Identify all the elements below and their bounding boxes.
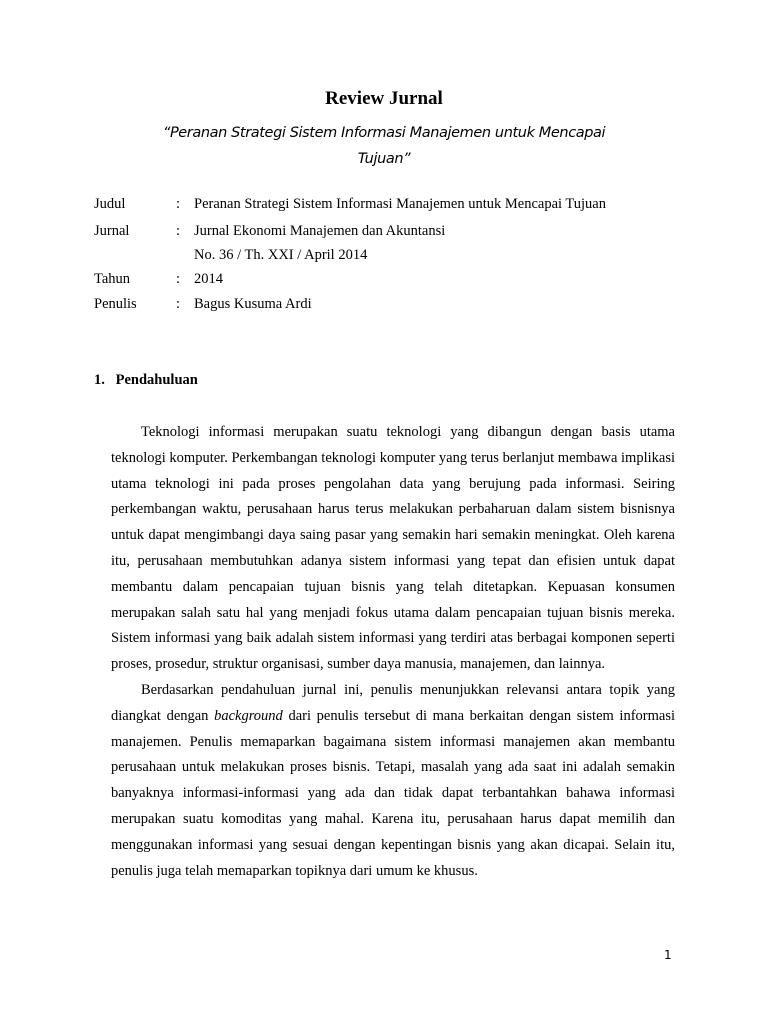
meta-value: Bagus Kusuma Ardi	[194, 296, 312, 312]
paragraph-2	[111, 678, 675, 884]
paragraph-2-italic-term: background	[214, 707, 283, 724]
meta-label: Penulis	[94, 296, 137, 312]
meta-label: Tahun	[94, 271, 131, 287]
section-title: Pendahuluan	[115, 372, 198, 388]
meta-label: Jurnal	[94, 223, 130, 239]
meta-value: 2014	[194, 271, 223, 287]
page-number: 1	[664, 948, 672, 962]
meta-label: Judul	[94, 196, 126, 212]
page-subtitle: “Peranan Strategi Sistem Informasi Manajemen untuk Mencapai Tujuan”	[162, 125, 606, 167]
meta-colon: :	[176, 296, 181, 312]
meta-value: Peranan Strategi Sistem Informasi Manajemen untuk Mencapai Tujuan	[194, 196, 606, 212]
meta-value: Jurnal Ekonomi Manajemen dan Akuntansi	[194, 223, 446, 239]
meta-value-issue: No. 36 / Th. XXI / April 2014	[194, 247, 368, 263]
page-title: Review Jurnal	[325, 88, 443, 109]
meta-colon: :	[176, 223, 181, 239]
meta-colon: :	[176, 271, 181, 287]
section-heading	[94, 372, 198, 389]
body-text	[111, 420, 675, 884]
meta-colon: :	[176, 196, 181, 212]
paragraph-2-part-2: dari penulis tersebut di mana berkaitan dengan sistem informasi manajemen. Penulis memaparkan bagaimana sistem informasi manajemen akan membantu perusahaan untuk melakukan proses bisnis. Tetapi, masalah yang ada saat ini adalah semakin banyaknya informasi-informasi yang ada dan tidak dapat terbantahkan bahawa informasi merupakan suatu komoditas yang mahal. Karena itu, perusahaan harus dapat memilih dan menggunakan informasi yang sesuai dengan kepentingan bisnis yang akan dicapai. Selain itu, penulis juga telah memaparkan topiknya dari umum ke khusus.	[111, 707, 675, 879]
paragraph-2-part-1: Berdasarkan pendahuluan jurnal ini, penulis menunjukkan relevansi antara topik yang diangkat dengan	[111, 681, 675, 724]
paragraph-1: Teknologi informasi merupakan suatu teknologi yang dibangun dengan basis utama teknologi komputer. Perkembangan teknologi komputer yang terus berlanjut membawa implikasi utama teknologi ini pada proses pengolahan data yang berujung pada informasi. Seiring perkembangan waktu, perusahaan harus terus melakukan perbaharuan dalam sistem bisnisnya untuk dapat mengimbangi daya saing pasar yang semakin hari semakin meningkat. Oleh karena itu, perusahaan membutuhkan adanya sistem informasi yang tepat dan efisien untuk dapat membantu dalam pencapaian tujuan bisnis yang telah ditetapkan. Kepuasan konsumen merupakan salah satu hal yang menjadi fokus utama dalam pencapaian tujuan bisnis mereka. Sistem informasi yang baik adalah sistem informasi yang terdiri atas berbagai komponen seperti proses, prosedur, struktur organisasi, sumber daya manusia, manajemen, dan lainnya.	[111, 424, 675, 673]
section-number: 1.	[94, 372, 105, 388]
